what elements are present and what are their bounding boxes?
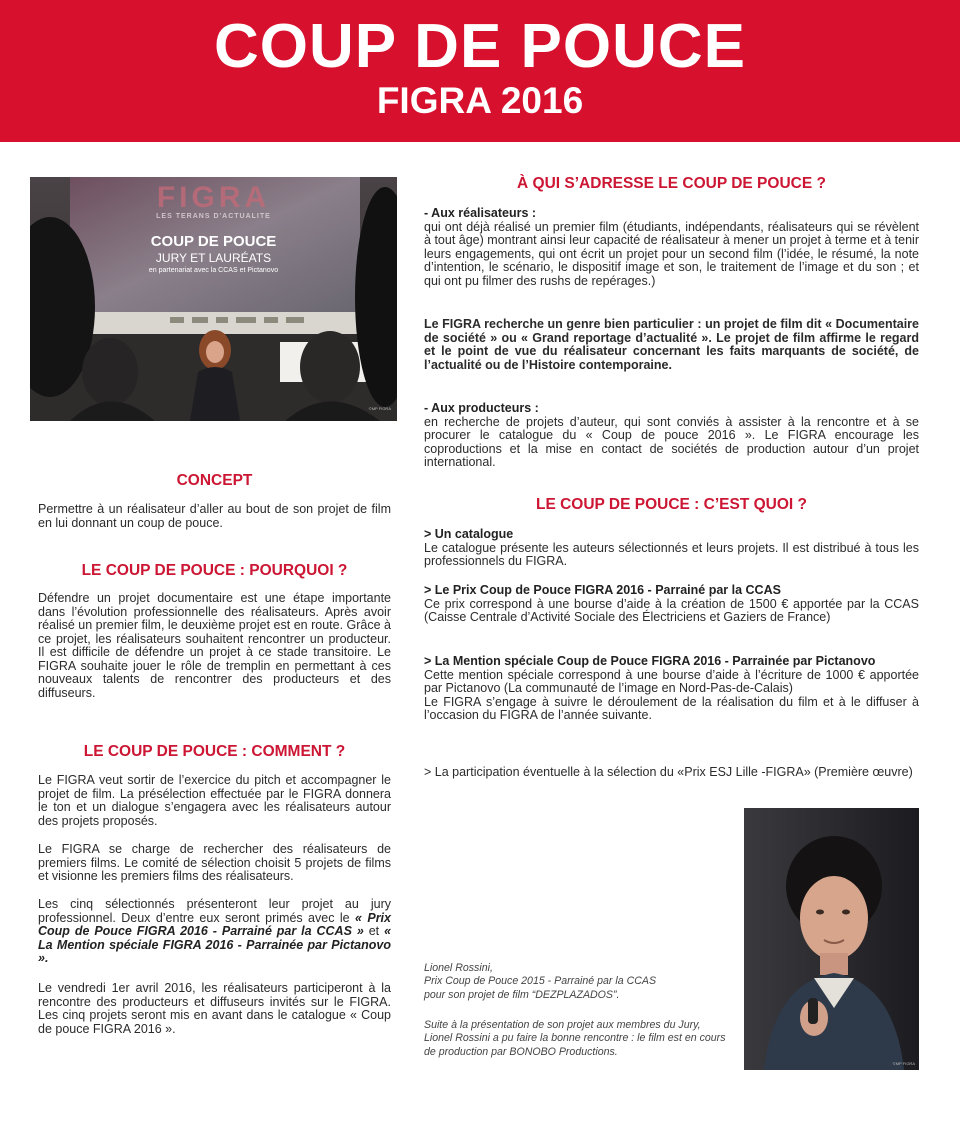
- event-photo: [30, 177, 397, 421]
- realisateurs-text: qui ont déjà réalisé un premier film (étudiants, indépendants, réalisateurs qui se révèlent à tout âge) montrant ainsi leur capacité de réalisateur à mener un projet à terme et à tenir leurs engagements, qui ont écrit un projet pour un second film (l’idée, le résumé, la note d’intention, le scénario, le dispositif image et son, le traitement de l’image et du son ; et qui ont pu filmer des rushs de repérages.): [424, 219, 919, 288]
- screen-subtitle: LES TERANS D'ACTUALITE: [156, 213, 271, 220]
- comment-p3-mention: « La Mention spéciale FIGRA 2016 - Parrainée par Pictanovo ».: [38, 924, 392, 965]
- portrait-credit: ©MP FIGRA: [892, 1061, 915, 1066]
- screen-title: COUP DE POUCE: [150, 233, 277, 250]
- photo-credit: ©MP FIGRA: [368, 406, 391, 411]
- screen-partner: en partenariat avec la CCAS et Pictanovo: [148, 267, 279, 274]
- realisateurs-block: [424, 207, 919, 288]
- producteurs-text: en recherche de projets d’auteur, qui sont conviés à assister à la rencontre et à se procurer le catalogue du « Coup de pouce 2016 ». Le FIGRA encourage les coproductions et la mise en contact de sociétés de production autour d’un projet international.: [424, 414, 919, 469]
- pourquoi-text: Défendre un projet documentaire est une étape importante dans l’évolution professionnelle des réalisateurs. Après avoir réalisé un premier film, le deuxième projet est en route. Grâce à ce projet, les réalisateurs souhaitent rencontrer un producteur. Il est difficile de défendre un projet à ce stade transitoire. Le FIGRA souhaite jouer le rôle de tremplin en permettant à ces nouveaux talents de rencontrer des producteurs et des diffuseurs.: [38, 591, 391, 700]
- portrait-photo: [744, 808, 919, 1070]
- catalogue-block: [424, 528, 919, 569]
- screen-figra: FIGRA: [156, 181, 271, 214]
- screen-jury: JURY ET LAURÉATS: [155, 251, 272, 265]
- producteurs-label: - Aux producteurs :: [424, 401, 539, 415]
- catalogue-label: > Un catalogue: [424, 527, 514, 541]
- concept-heading: CONCEPT: [176, 472, 253, 489]
- caption-line3: pour son projet de film “DEZPLAZADOS”.: [424, 988, 620, 1001]
- comment-p3-a: Les cinq sélectionnés présenteront leur projet au jury professionnel. Deux d’entre eux seront primés avec le: [38, 897, 391, 925]
- pourquoi-heading: LE COUP DE POUCE : POURQUOI ?: [81, 562, 348, 579]
- caption-line2: Prix Coup de Pouce 2015 - Parrainé par la CCAS: [424, 975, 657, 988]
- comment-p1: Le FIGRA veut sortir de l’exercice du pitch et accompagner le projet de film. La présélection effectuée par le FIGRA donnera le ton et un dialogue s’engagera avec les réalisateurs autour des projets proposés.: [38, 773, 391, 828]
- caption-name: Lionel Rossini,: [424, 962, 493, 974]
- prix-text: Ce prix correspond à une bourse d’aide à la création de 1500 € apportée par la CCAS (Caisse Centrale d’Activité Sociale des Électriciens et Gaziers de France): [424, 596, 919, 624]
- comment-p3-prix: « Prix Coup de Pouce FIGRA 2016 - Parrainé par la CCAS »: [38, 910, 391, 938]
- mention-text-2: Le FIGRA s’engage à suivre le déroulement de la réalisation du film et à le diffuser à l’occasion du FIGRA de l’année suivante.: [424, 694, 919, 722]
- qui-heading: À QUI S’ADRESSE LE COUP DE POUCE ?: [517, 175, 826, 192]
- mention-label: > La Mention spéciale Coup de Pouce FIGRA 2016 - Parrainée par Pictanovo: [424, 654, 876, 668]
- comment-p2: Le FIGRA se charge de rechercher des réalisateurs de premiers films. Le comité de sélection choisit 5 projets de films et visionne les premiers films des réalisateurs.: [38, 842, 391, 883]
- prix-block: [424, 584, 919, 625]
- esj-text: > La participation éventuelle à la sélection du «Prix ESJ Lille -FIGRA» (Première œuvre): [424, 765, 913, 779]
- page-title: COUP DE POUCE: [213, 12, 747, 81]
- header-banner: [0, 0, 960, 142]
- catalogue-text: Le catalogue présente les auteurs sélectionnés et leurs projets. Il est distribué à tous les professionnels du FIGRA.: [424, 540, 919, 568]
- mention-block: [424, 655, 919, 723]
- caption-paragraph: Suite à la présentation de son projet aux membres du Jury, Lionel Rossini a pu faire la bonne rencontre : le film est en cours de production par BONOBO Productions.: [424, 1019, 726, 1058]
- concept-text: Permettre à un réalisateur d’aller au bout de son projet de film en lui donnant un coup de pouce.: [38, 502, 391, 530]
- producteurs-block: [424, 402, 919, 470]
- prix-label: > Le Prix Coup de Pouce FIGRA 2016 - Parrainé par la CCAS: [424, 583, 781, 597]
- portrait-photo-illustration: [744, 808, 919, 1070]
- realisateurs-label: - Aux réalisateurs :: [424, 206, 537, 220]
- comment-p3-et: et: [368, 924, 380, 938]
- genre-text: Le FIGRA recherche un genre bien particulier : un projet de film dit « Documentaire de société » ou « Grand reportage d’actualité ». Le projet de film affirme le regard et le point de vue du réalisateur concernant les faits marquants de société, de l’actualité ou de l’Histoire contemporaine.: [424, 317, 919, 372]
- photo-caption: [424, 962, 729, 1002]
- comment-p3: [38, 898, 391, 966]
- page-subtitle: FIGRA 2016: [376, 80, 584, 121]
- mention-text-1: Cette mention spéciale correspond à une bourse d’aide à l’écriture de 1000 € apportée par Pictanovo (La communauté de l’image en Nord-Pas-de-Calais): [424, 667, 919, 695]
- comment-p4: Le vendredi 1er avril 2016, les réalisateurs participeront à la rencontre des producteurs et diffuseurs invités sur le FIGRA. Les cinq projets seront mis en avant dans le catalogue « Coup de pouce FIGRA 2016 ».: [38, 981, 391, 1036]
- quoi-heading: LE COUP DE POUCE : C’EST QUOI ?: [536, 496, 807, 513]
- comment-heading: LE COUP DE POUCE : COMMENT ?: [83, 743, 346, 760]
